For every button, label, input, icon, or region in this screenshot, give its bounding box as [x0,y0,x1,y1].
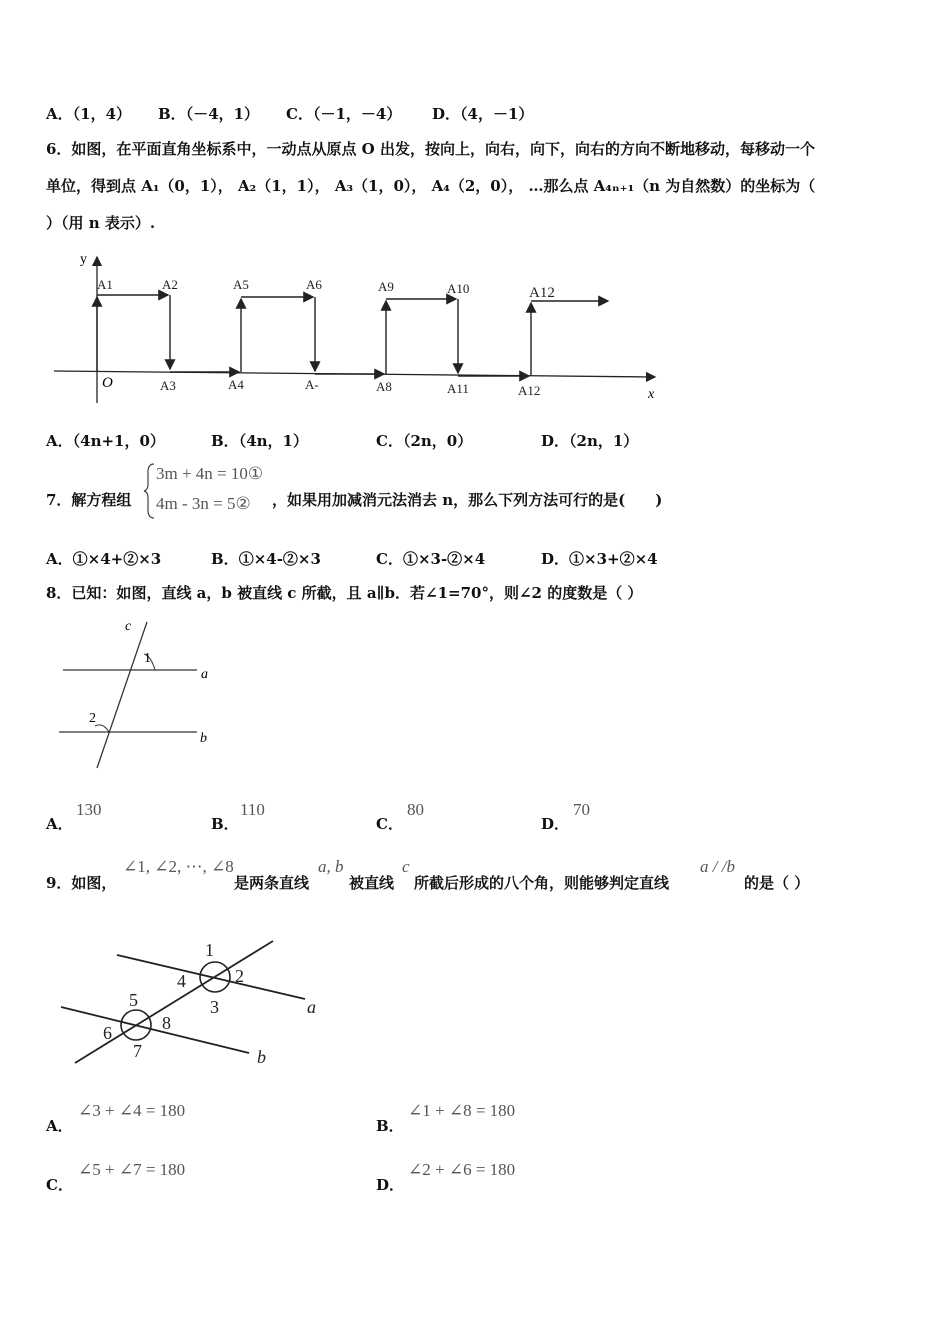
q5-option-d-text: （4，－1） [460,105,534,123]
q8-option-d-value: 70 [573,800,590,819]
q5-option-b-letter: B． [158,105,186,123]
q7-option-c-letter: C． [376,550,403,568]
q6-coordinate-figure [50,245,670,405]
q9-label-6: 6 [103,1023,112,1043]
q9-option-a-value: ∠3 + ∠4 = 180 [78,1101,186,1120]
q6-option-b-letter: B． [211,432,239,450]
q8-text: 8．已知：如图，直线 a，b 被直线 c 所截，且 a∥b．若∠1=70°，则∠2 的度数是（ ） [46,584,643,602]
q7-option-b-text: ①×4-②×3 [238,550,321,568]
q5-option-b-text: （－4，1） [185,105,260,123]
q7-option-d-letter: D． [541,550,570,568]
q5-option-c [286,103,401,124]
q9-label-1: 1 [205,940,214,960]
q9-label-7: 7 [133,1041,142,1061]
q7-equation-1: 3m + 4n = 10① [156,464,264,483]
q8-option-c-value: 80 [407,800,424,819]
q9-label-5: 5 [129,990,138,1010]
label-a2: A2 [162,277,178,292]
q9-math-angles: ∠1, ∠2, ⋯, ∠8 [123,857,234,876]
q5-option-c-letter: C． [286,105,313,123]
label-a8: A8 [376,379,392,394]
q5-option-c-text: （－1，－4） [312,105,402,123]
q9-option-b-letter: B． [376,1117,404,1135]
q7-option-c-text: ①×3-②×4 [402,550,486,568]
q7-equation-2: 4m - 3n = 5② [156,494,251,513]
q7-option-d [541,548,658,569]
q6-line-3: ）（用 n 表示）. [46,214,156,232]
q6-option-d [541,430,638,451]
label-a11: A11 [447,381,469,396]
q9-option-d-value: ∠2 + ∠6 = 180 [408,1160,516,1179]
q5-option-b [158,103,259,124]
q6-option-c-text: （2n，0） [402,432,473,450]
label-a4: A4 [228,377,244,392]
q8-option-c-letter: C． [376,815,403,833]
origin-label: O [102,375,113,391]
q9-option-c-letter: C． [46,1176,73,1194]
q7-suffix: ，如果用加减消元法消去 n，那么下列方法可行的是( ) [272,491,663,509]
q8-option-a-letter: A． [46,815,73,833]
q9-part-3: 被直线 [349,874,395,892]
label-a6: A6 [306,277,322,292]
q9-option-d-letter: D． [376,1176,405,1194]
q6-line-1: 6．如图，在平面直角坐标系中，一动点从原点 O 出发，按向上，向右，向下，向右的方向不断地移动，每移动一个 [46,140,815,158]
q7-option-a-text: ①×4+②×3 [72,550,162,568]
q6-option-a-letter: A． [46,432,73,450]
q8-option-d-letter: D． [541,815,570,833]
label-a12-bottom: A12 [518,383,541,398]
q6-option-b-text: （4n，1） [238,432,308,450]
q7-option-b [211,548,321,569]
q5-option-d [432,103,533,124]
q5-option-a-text: （1，4） [72,105,132,123]
q8-label-b: b [200,731,207,746]
q9-math-ab: a, b [318,857,344,876]
q9-label-a: a [307,997,316,1017]
q8-label-angle-1: 1 [144,651,151,666]
label-a9: A9 [378,279,394,294]
label-a3: A3 [160,378,176,393]
q9-math-c: c [402,857,410,876]
q5-option-a-letter: A． [46,105,73,123]
q7-option-d-text: ①×3+②×4 [569,550,658,568]
q6-line-2: 单位，得到点 A₁（0，1）， A₂（1，1）， A₃（1，0）， A₄（2，0）， …那么点 A₄ₙ₊₁（n 为自然数）的坐标为（ [46,177,816,195]
label-a12-top: A12 [529,285,555,301]
q7-option-c [376,548,485,569]
q6-option-a-text: （4n+1，0） [72,432,165,450]
q8-option-b-letter: B． [211,815,239,833]
q5-option-d-letter: D． [432,105,461,123]
q6-option-a [46,430,165,451]
y-axis-label: y [80,252,87,267]
label-a10: A10 [447,281,470,296]
q8-label-angle-2: 2 [89,711,96,726]
q9-label-4: 4 [177,971,186,991]
q7-option-a [46,548,161,569]
q9-part-1: 9．如图， [46,874,117,892]
q8-label-a: a [201,667,208,682]
q8-parallel-lines-figure [55,612,225,777]
q9-label-3: 3 [210,997,219,1017]
q6-option-c-letter: C． [376,432,403,450]
q6-option-c [376,430,472,451]
q9-option-a-letter: A． [46,1117,73,1135]
q8-option-a-value: 130 [76,800,102,819]
q9-label-8: 8 [162,1013,171,1033]
q6-option-d-letter: D． [541,432,570,450]
q9-option-b-value: ∠1 + ∠8 = 180 [408,1101,516,1120]
q9-eight-angles-figure [55,935,335,1070]
q9-math-parallel: a / /b [700,857,735,876]
q8-option-b-value: 110 [240,800,265,819]
label-a7: A- [305,377,319,392]
q9-option-c-value: ∠5 + ∠7 = 180 [78,1160,186,1179]
q7-prefix: 7．解方程组 [46,491,132,509]
q9-label-b: b [257,1047,266,1067]
q6-option-b [211,430,308,451]
q9-label-2: 2 [235,966,244,986]
q7-brace [142,462,156,520]
label-a1: A1 [97,277,113,292]
q7-option-b-letter: B． [211,550,239,568]
x-axis-label: x [648,387,655,402]
q8-label-c: c [125,619,132,634]
q9-part-2: 是两条直线 [234,874,310,892]
q5-option-a [46,103,131,124]
q9-part-5: 的是（ ） [744,874,810,892]
q6-option-d-text: （2n，1） [569,432,639,450]
label-a5: A5 [233,277,249,292]
q9-part-4: 所截后形成的八个角，则能够判定直线 [414,874,670,892]
q7-option-a-letter: A． [46,550,73,568]
